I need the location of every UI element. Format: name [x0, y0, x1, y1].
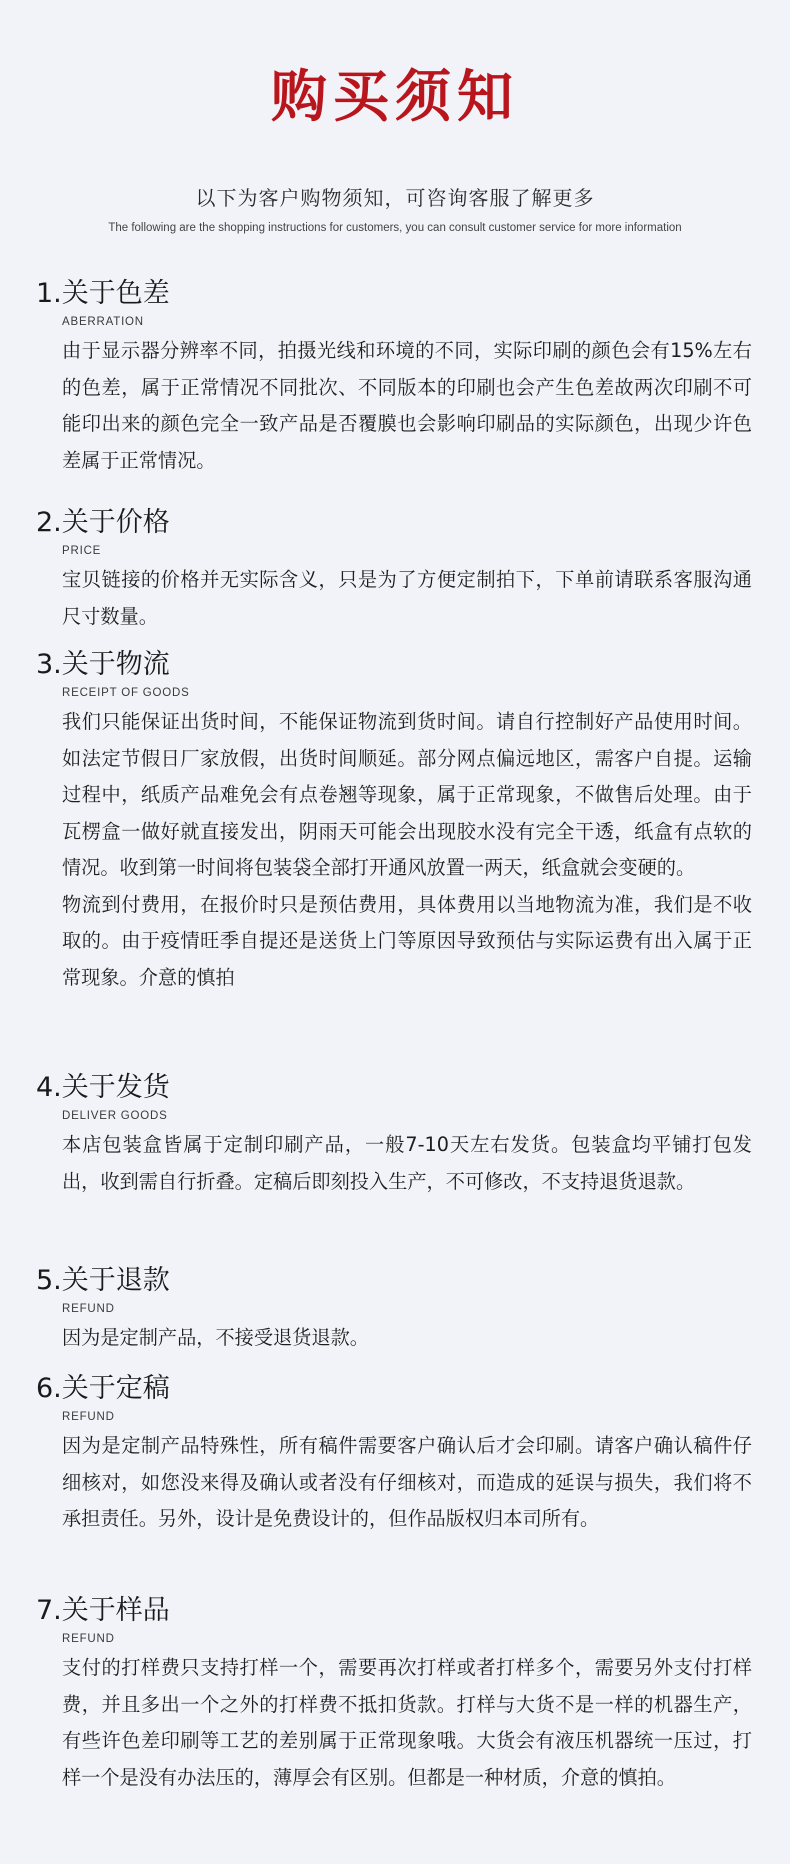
section-title: 2.关于价格: [36, 507, 170, 538]
section-subtitle: ABERRATION: [62, 316, 144, 328]
section-delivery: [36, 1071, 756, 1200]
intro-text-chinese: 以下为客户购物须知，可咨询客服了解更多: [195, 186, 595, 210]
page-title: 购买须知: [271, 65, 519, 130]
section-subtitle: PRICE: [62, 545, 102, 557]
section-paragraph: 物流到付费用，在报价时只是预估费用，具体费用以当地物流为准，我们是不收取的。由于疫情旺季自提还是送货上门等原因导致预估与实际运费有出入属于正常现象。介意的慎拍: [62, 892, 752, 989]
section-title: 7.关于样品: [36, 1595, 170, 1626]
section-title: 1.关于色差: [36, 278, 170, 309]
section-body: [62, 1428, 752, 1538]
section-samples: [36, 1594, 756, 1796]
section-paragraph: 我们只能保证出货时间，不能保证物流到货时间。请自行控制好产品使用时间。如法定节假日厂家放假，出货时间顺延。部分网点偏远地区，需客户自提。运输过程中，纸质产品难免会有点卷翘等现象，属于正常现象，不做售后处理。由于瓦楞盒一做好就直接发出，阴雨天可能会出现胶水没有完全干透，纸盒有点软的情况。收到第一时间将包装袋全部打开通风放置一两天，纸盒就会变硬的。: [62, 710, 752, 879]
section-title: 6.关于定稿: [36, 1373, 170, 1404]
section-final-draft: [36, 1372, 756, 1538]
section-subtitle: REFUND: [62, 1303, 115, 1315]
section-body: [62, 1650, 752, 1796]
section-subtitle: DELIVER GOODS: [62, 1110, 168, 1122]
section-refund: [36, 1264, 756, 1357]
section-title: 3.关于物流: [36, 649, 170, 680]
section-body: [62, 1320, 752, 1357]
section-body: [62, 562, 752, 635]
section-body: [62, 1127, 752, 1200]
intro-text-english: The following are the shopping instructions for customers, you can consult customer service for more information: [108, 222, 682, 234]
section-paragraph: 由于显示器分辨率不同，拍摄光线和环境的不同，实际印刷的颜色会有15%左右的色差，属于正常情况不同批次、不同版本的印刷也会产生色差故两次印刷不可能印出来的颜色完全一致产品是否覆膜也会影响印刷品的实际颜色，出现少许色差属于正常情况。: [62, 339, 752, 472]
section-paragraph: 因为是定制产品，不接受退货退款。: [62, 1326, 369, 1349]
section-title: 5.关于退款: [36, 1265, 170, 1296]
section-price: [36, 506, 756, 635]
section-body: [62, 333, 752, 479]
section-paragraph: 宝贝链接的价格并无实际含义，只是为了方便定制拍下，下单前请联系客服沟通尺寸数量。: [62, 568, 752, 628]
section-logistics: [36, 648, 756, 996]
section-subtitle: REFUND: [62, 1633, 115, 1645]
section-aberration: [36, 277, 756, 479]
section-body: [62, 704, 752, 996]
section-title: 4.关于发货: [36, 1072, 170, 1103]
section-paragraph: 支付的打样费只支持打样一个，需要再次打样或者打样多个，需要另外支付打样费，并且多出一个之外的打样费不抵扣货款。打样与大货不是一样的机器生产，有些许色差印刷等工艺的差别属于正常现象哦。大货会有液压机器统一压过，打样一个是没有办法压的，薄厚会有区别。但都是一种材质，介意的慎拍。: [62, 1656, 752, 1789]
section-subtitle: REFUND: [62, 1411, 115, 1423]
section-paragraph: 因为是定制产品特殊性，所有稿件需要客户确认后才会印刷。请客户确认稿件仔细核对，如您没来得及确认或者没有仔细核对，而造成的延误与损失，我们将不承担责任。另外，设计是免费设计的，但作品版权归本司所有。: [62, 1434, 752, 1530]
section-paragraph: 本店包装盒皆属于定制印刷产品，一般7-10天左右发货。包装盒均平铺打包发出，收到需自行折叠。定稿后即刻投入生产，不可修改，不支持退货退款。: [62, 1133, 752, 1193]
section-subtitle: RECEIPT OF GOODS: [62, 687, 190, 699]
